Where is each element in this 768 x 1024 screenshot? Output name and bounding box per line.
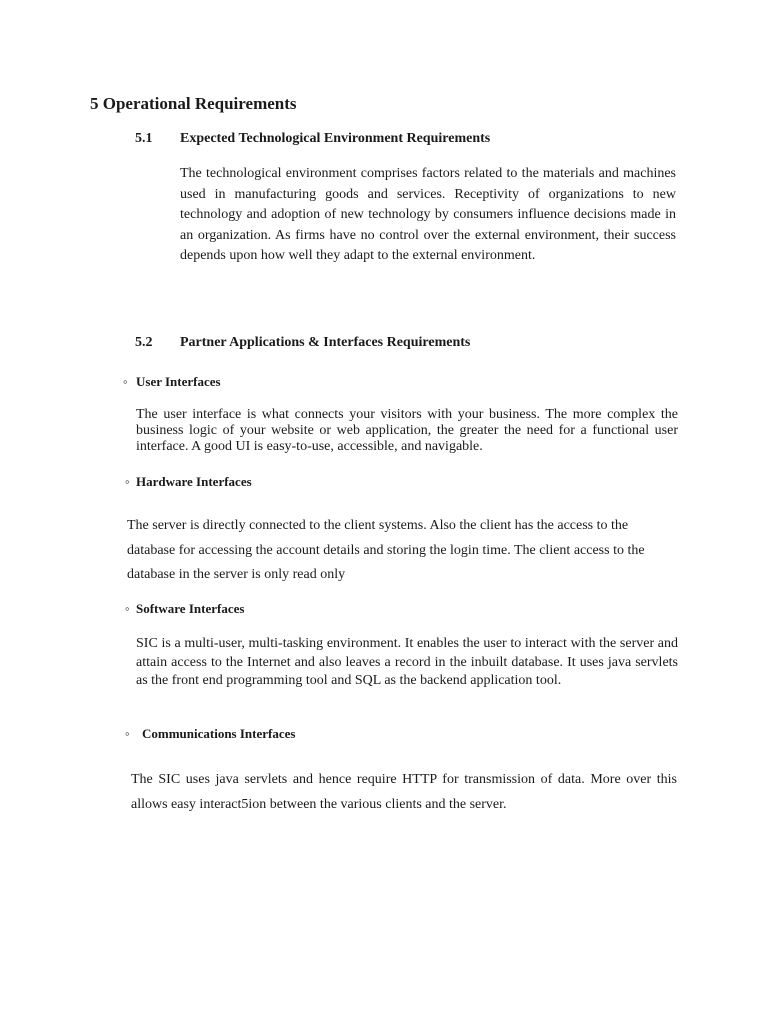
section-5-2-title: Partner Applications & Interfaces Requirements bbox=[180, 335, 471, 350]
bullet-icon: ◦ bbox=[125, 601, 130, 616]
software-interfaces-body: SIC is a multi-user, multi-tasking environment. It enables the user to interact with the server and attain access to the Internet and also leaves a record in the inbuilt database. It uses java servlets as the front end programming tool and SQL as the backend application tool. bbox=[136, 636, 678, 688]
section-5-2-number: 5.2 bbox=[135, 335, 153, 350]
section-heading: 5 Operational Requirements bbox=[90, 94, 297, 113]
user-interfaces-body: The user interface is what connects your visitors with your business. The more complex the business logic of your website or web application, the greater the need for a functional user interface. A good UI is easy-to-use, accessible, and navigable. bbox=[136, 407, 678, 454]
hardware-interfaces-body: The server is directly connected to the client systems. Also the client has the access to the database for accessing the account details and storing the login time. The client access to the database in the server is only read only bbox=[127, 518, 645, 582]
section-5-1-title: Expected Technological Environment Requirements bbox=[180, 131, 491, 146]
bullet-icon: ◦ bbox=[123, 374, 128, 389]
section-5-1-body: The technological environment comprises factors related to the materials and machines used in manufacturing goods and services. Receptivity of organizations to new technology and adoption of new technology by consumers influence decisions made in an organization. As firms have no control over the external environment, their success depends upon how well they adapt to the external environment. bbox=[180, 166, 676, 263]
section-5-1-number: 5.1 bbox=[135, 131, 153, 146]
bullet-icon: ◦ bbox=[125, 726, 130, 741]
communications-interfaces-title: Communications Interfaces bbox=[142, 726, 296, 741]
bullet-icon: ◦ bbox=[125, 474, 130, 489]
user-interfaces-title: User Interfaces bbox=[136, 374, 221, 389]
software-interfaces-title: Software Interfaces bbox=[136, 601, 245, 616]
communications-interfaces-body: The SIC uses java servlets and hence require HTTP for transmission of data. More over this allows easy interact5ion between the various clients and the server. bbox=[131, 772, 677, 812]
hardware-interfaces-title: Hardware Interfaces bbox=[136, 474, 252, 489]
